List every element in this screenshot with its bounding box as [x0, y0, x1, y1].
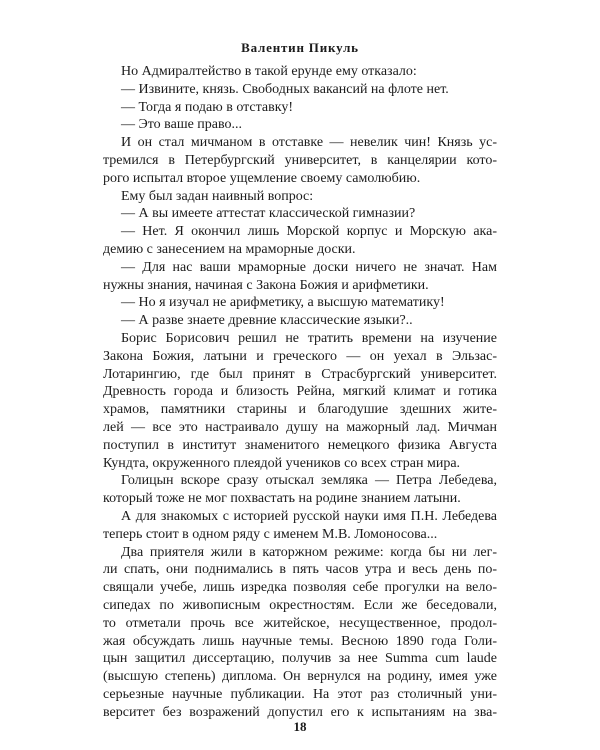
- paragraph: [103, 508, 497, 544]
- text-line: который тоже не мог похвастать на родине знанием латыни.: [103, 491, 461, 507]
- text-line: верситет без возражений допустил его к испытаниям на зва-: [103, 704, 497, 720]
- paragraph: [103, 81, 497, 99]
- paragraph: [103, 99, 497, 117]
- text-line: — Для нас ваши мраморные доски ничего не значат. Нам: [121, 259, 497, 275]
- text-line: жая обсуждать лишь научные темы. Весною 1890 года Голи-: [103, 633, 497, 649]
- text-line: (высшую степень) диплома. Он вернулся на родину, имея уже: [103, 669, 497, 685]
- text-line: — А вы имеете аттестат классической гимназии?: [121, 206, 416, 222]
- paragraph: [103, 259, 497, 295]
- text-line: Кундта, окруженного плеядой учеников со всех стран мира.: [103, 455, 461, 471]
- text-line: А для знакомых с историей русской науки имя П.Н. Лебедева: [121, 508, 497, 524]
- text-line: Лотарингию, где был принят в Страсбургский университет.: [103, 366, 497, 382]
- paragraph: [103, 116, 497, 134]
- paragraph: [103, 472, 497, 508]
- text-line: И он стал мичманом в отставке — невелик чин! Князь ус-: [121, 135, 497, 151]
- body-text: [103, 63, 497, 721]
- text-line: Два приятеля жили в каторжном режиме: когда бы ни лег-: [121, 544, 497, 560]
- paragraph: [103, 330, 497, 472]
- paragraph: [103, 294, 497, 312]
- paragraph: [103, 312, 497, 330]
- text-line: Закона Божия, латыни и греческого — он уехал в Эльзас-: [103, 348, 497, 364]
- text-line: теперь стоит в одном ряду с именем М.В. Ломоносова...: [103, 526, 438, 542]
- running-header-author: Валентин Пикуль: [241, 40, 359, 55]
- text-line: — Нет. Я окончил лишь Морской корпус и Морскую ака-: [121, 224, 497, 240]
- text-line: то отметали прочь все житейское, несущественное, продол-: [103, 615, 497, 631]
- text-line: сипедах по живописным окрестностям. Если же беседовали,: [103, 597, 497, 613]
- text-line: Но Адмиралтейство в такой ерунде ему отказало:: [121, 64, 417, 79]
- text-line: — А разве знаете древние классические языки?..: [121, 313, 413, 329]
- text-line: — Тогда я подаю в отставку!: [121, 99, 294, 115]
- page-number: 18: [293, 719, 307, 734]
- paragraph: [103, 63, 497, 81]
- text-line: ли спать, они поднимались в пять часов утра и весь день по-: [103, 562, 497, 578]
- text-line: Борис Борисович решил не тратить времени на изучение: [121, 330, 497, 346]
- text-line: Ему был задан наивный вопрос:: [121, 188, 314, 204]
- text-line: свящали учебе, лишь изредка позволяя себе прогулки на вело-: [103, 580, 497, 596]
- paragraph: [103, 205, 497, 223]
- text-line: нужны знания, начиная с Закона Божия и арифметики.: [103, 277, 429, 293]
- paragraph: [103, 188, 497, 206]
- paragraph: [103, 223, 497, 259]
- text-line: цын защитил диссертацию, получив за нее Summa cum laude: [103, 651, 497, 667]
- paragraph: [103, 544, 497, 722]
- text-line: Древность города и близость Рейна, мягкий климат и готика: [103, 384, 497, 400]
- text-line: демию с занесением на мраморные доски.: [103, 241, 356, 257]
- text-line: поступил в институт знаменитого немецкого физика Августа: [103, 437, 497, 453]
- paragraph: [103, 134, 497, 187]
- text-line: лей — все это настраивало душу на мажорный лад. Мичман: [103, 419, 497, 435]
- text-line: — Это ваше право...: [121, 117, 243, 133]
- text-line: — Извините, князь. Свободных вакансий на флоте нет.: [121, 81, 449, 97]
- text-line: храмов, памятники старины и благодушие здешних жите-: [103, 402, 497, 418]
- text-line: — Но я изучал не арифметику, а высшую математику!: [121, 295, 445, 311]
- text-line: Голицын вскоре сразу отыскал земляка — Петра Лебедева,: [121, 473, 497, 489]
- text-line: тремился в Петербургский университет, в канцелярии кото-: [103, 152, 497, 168]
- text-line: серьезные научные публикации. На этот раз столичный уни-: [103, 686, 497, 702]
- text-line: рого испытал второе ущемление своему самолюбию.: [103, 170, 421, 186]
